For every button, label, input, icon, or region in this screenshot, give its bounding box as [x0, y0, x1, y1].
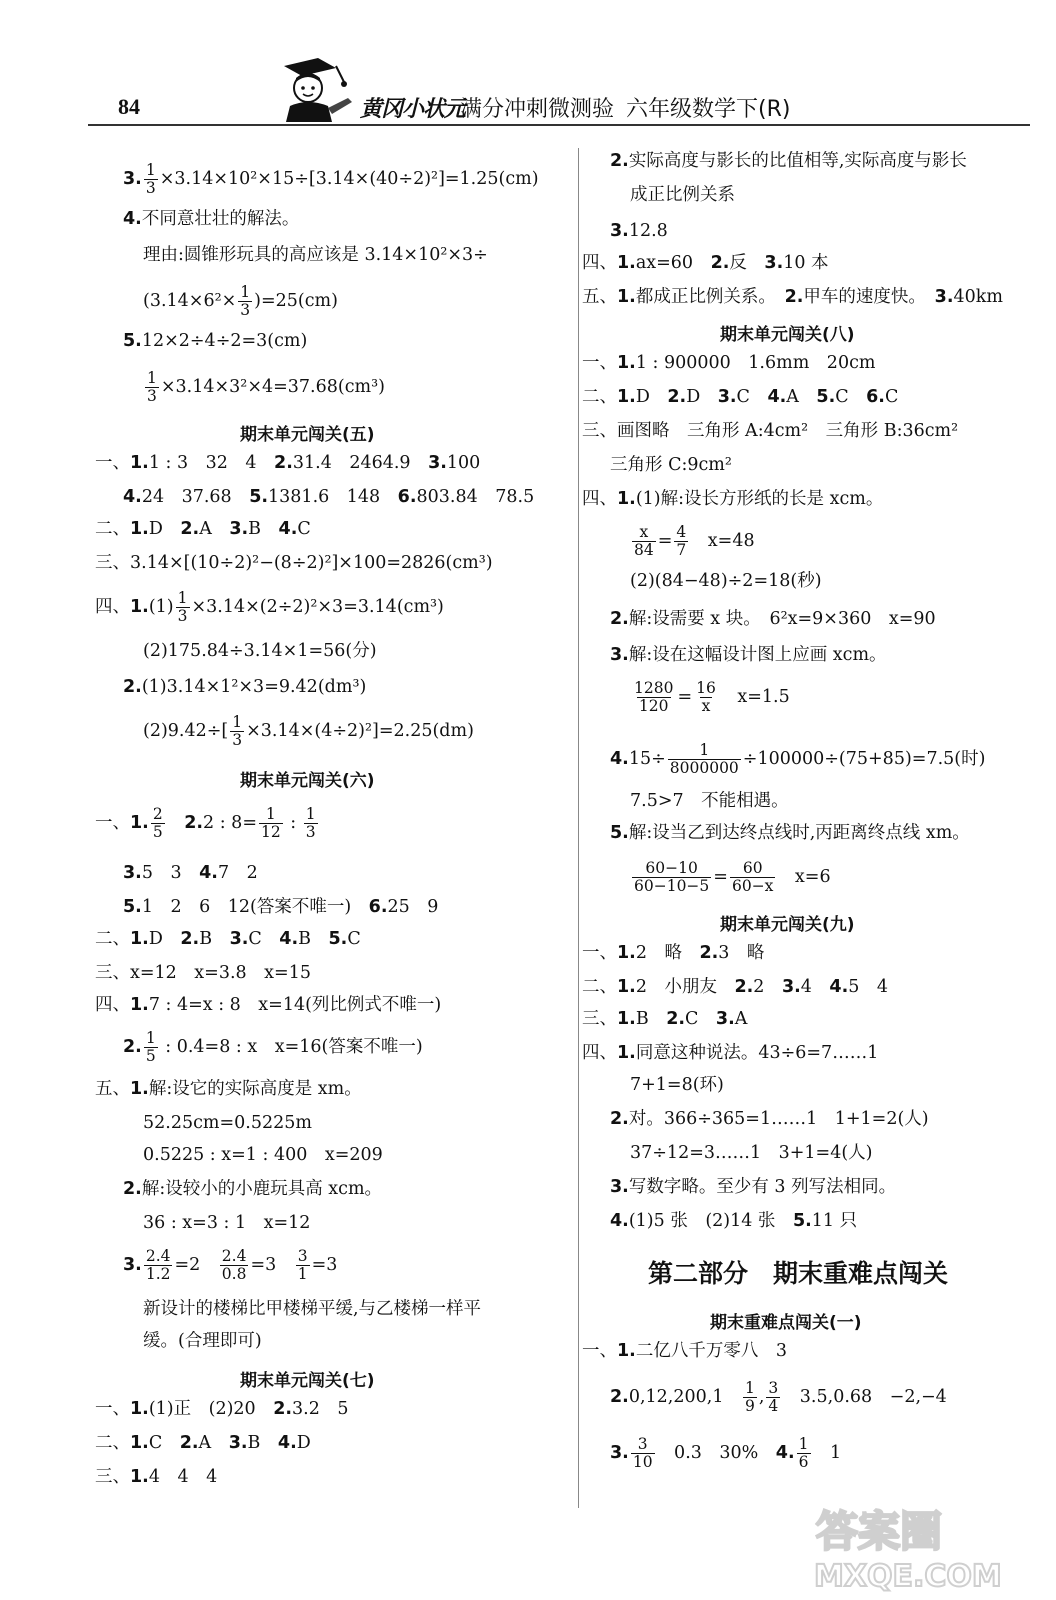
answer-line: 三、x=12 x=3.8 x=15 [95, 963, 311, 983]
answer-line: 四、1.(1) $\frac{1}{3}$ ×3.14×(2÷2)²×3=3.14(cm³) [95, 589, 444, 625]
section-title: 期末单元闯关(八) [720, 325, 855, 345]
fraction: $\frac{3}{4}$ [768, 1379, 779, 1415]
answer-line: 缓。(合理即可) [143, 1331, 262, 1351]
answer-line: 3. $\frac{1}{3}$ ×3.14×10²×15÷[3.14×(40÷2)²]=1.25(cm) [123, 161, 539, 197]
fraction: $\frac{2.4}{0.8}$ [221, 1247, 247, 1283]
part-title: 第二部分 期末重难点闯关 [648, 1259, 949, 1288]
answer-line: (2)(84−48)÷2=18(秒) [630, 571, 822, 591]
answer-line: 四、1.ax=60 2.反 3.10 本 [582, 253, 829, 273]
fraction: $\frac{60}{60-x}$ [731, 859, 774, 895]
answer-line: 一、1.(1)正 (2)20 2.3.2 5 [95, 1399, 349, 1419]
answer-line: 三、画图略 三角形 A:4cm² 三角形 B:36cm² [582, 421, 959, 441]
answer-line: 7+1=8(环) [630, 1075, 724, 1095]
section-title: 期末重难点闯关(一) [710, 1313, 862, 1333]
answer-line: 37÷12=3……1 3+1=4(人) [630, 1143, 873, 1163]
fraction: $\frac{60-10}{60-10-5}$ [634, 859, 710, 895]
answer-line: $\frac{x}{84}$ = $\frac{4}{7}$ x=48 [634, 523, 755, 559]
answer-line: 5.解:设当乙到达终点线时,丙距离终点线 xm。 [610, 823, 970, 843]
answer-line: 0.5225 : x=1 : 400 x=209 [143, 1145, 383, 1165]
brand-logo-text: 黄冈小状元 [360, 97, 466, 122]
answer-line: 3.解:设在这幅设计图上应画 xcm。 [610, 645, 887, 665]
answer-line: (3.14×6²× $\frac{1}{3}$ )=25(cm) [143, 283, 338, 319]
fraction: $\frac{1}{3}$ [147, 369, 157, 405]
fraction: $\frac{1280}{120}$ [634, 679, 674, 715]
fraction: $\frac{4}{7}$ [676, 523, 687, 559]
answer-line: 4.不同意壮壮的解法。 [123, 209, 300, 229]
fraction: $\frac{1}{8000000}$ [669, 741, 739, 777]
section-title: 期末单元闯关(六) [240, 771, 375, 791]
answer-line: 2.解:设较小的小鹿玩具高 xcm。 [123, 1179, 383, 1199]
watermark-text: 答案圈 [816, 1507, 943, 1556]
answer-line: 五、1.解:设它的实际高度是 xm。 [95, 1079, 362, 1099]
answer-line: 2. $\frac{1}{5}$ : 0.4=8 : x x=16(答案不唯一) [123, 1029, 423, 1065]
answer-line: 3. $\frac{3}{10}$ 0.3 30% 4. $\frac{1}{6}$ 1 [610, 1435, 842, 1471]
answer-line: 36 : x=3 : 1 x=12 [143, 1213, 311, 1233]
fraction: $\frac{1}{6}$ [798, 1435, 809, 1471]
answer-line: 5.12×2÷4÷2=3(cm) [123, 331, 308, 351]
answer-line: 一、1.2 略 2.3 略 [582, 943, 765, 963]
answer-line: 三、1.4 4 4 [95, 1467, 218, 1487]
answer-line: 四、1.(1)解:设长方形纸的长是 xcm。 [582, 489, 884, 509]
fraction: $\frac{1}{3}$ [232, 713, 243, 749]
fraction: $\frac{3}{1}$ [297, 1247, 308, 1283]
scholar-mascot-icon [266, 52, 358, 124]
watermark-logo [808, 1500, 1040, 1592]
fraction: $\frac{2}{5}$ [152, 805, 163, 841]
answer-line: 新设计的楼梯比甲楼梯平缓,与乙楼梯一样平 [143, 1299, 482, 1319]
answer-line: 4.(1)5 张 (2)14 张 5.11 只 [610, 1211, 858, 1231]
page-number: 84 [118, 94, 140, 119]
answer-line: 二、1.D 2.D 3.C 4.A 5.C 6.C [582, 387, 899, 407]
answer-line: (2)175.84÷3.14×1=56(分) [143, 641, 377, 661]
subject-title: 六年级数学下(R) [626, 97, 791, 122]
fraction: $\frac{3}{10}$ [632, 1435, 653, 1471]
answer-line: 2.(1)3.14×1²×3=9.42(dm³) [123, 677, 367, 697]
fraction: $\frac{1}{9}$ [744, 1379, 755, 1415]
answer-line: 一、1.1 : 3 32 4 2.31.4 2464.9 3.100 [95, 453, 481, 473]
section-title: 期末单元闯关(七) [240, 1371, 375, 1391]
answer-line: 二、1.C 2.A 3.B 4.D [95, 1433, 311, 1453]
answer-line: 52.25cm=0.5225m [143, 1113, 312, 1133]
answer-line: $\frac{1280}{120}$ = $\frac{16}{x}$ x=1.5 [634, 679, 790, 715]
answer-line: 3. $\frac{2.4}{1.2}$ =2 $\frac{2.4}{0.8}$ =3 $\frac{3}{1}$ =3 [123, 1247, 338, 1283]
answer-line: 三、3.14×[(10÷2)²−(8÷2)²]×100=2826(cm³) [95, 553, 493, 573]
answer-line: $\frac{60-10}{60-10-5}$ = $\frac{60}{60-x}$ x=6 [634, 859, 831, 895]
answer-line: (2)9.42÷[ $\frac{1}{3}$ ×3.14×(4÷2)²]=2.25(dm) [143, 713, 474, 749]
answer-line: 5.1 2 6 12(答案不唯一) 6.25 9 [123, 897, 439, 917]
answer-line: 4.15÷ $\frac{1}{8000000}$ ÷100000÷(75+85)=7.5(时) [610, 741, 986, 777]
answer-line: 2.对。366÷365=1……1 1+1=2(人) [610, 1109, 929, 1129]
fraction: $\frac{1}{12}$ [260, 805, 281, 841]
fraction: $\frac{16}{x}$ [696, 679, 716, 715]
page-header [88, 48, 1030, 128]
answer-line: 4.24 37.68 5.1381.6 148 6.803.84 78.5 [123, 487, 535, 507]
answer-line: 二、1.D 2.B 3.C 4.B 5.C [95, 929, 361, 949]
answer-line: 五、1.都成正比例关系。 2.甲车的速度快。 3.40km [582, 287, 1003, 307]
answer-line: 一、1.二亿八千万零八 3 [582, 1341, 787, 1361]
fraction: $\frac{1}{3}$ [177, 589, 188, 625]
answer-line: 3.12.8 [610, 221, 668, 241]
answer-line: 二、1.D 2.A 3.B 4.C [95, 519, 311, 539]
answer-line: 二、1.2 小朋友 2.2 3.4 4.5 4 [582, 977, 889, 997]
answer-line: 2.解:设需要 x 块。 6²x=9×360 x=90 [610, 609, 936, 629]
answer-line: 一、1. $\frac{2}{5}$ 2.2 : 8= $\frac{1}{12}$ : $\frac{1}{3}$ [95, 805, 316, 841]
answer-line: 成正比例关系 [630, 185, 735, 205]
answer-line: 三角形 C:9cm² [610, 455, 732, 475]
column-divider [578, 148, 579, 1508]
series-title: 满分冲刺微测验 [460, 97, 615, 122]
fraction: $\frac{1}{3}$ [145, 161, 156, 197]
answer-line: $\frac{1}{3}$ ×3.14×3²×4=37.68(cm³) [147, 369, 385, 405]
fraction: $\frac{2.4}{1.2}$ [145, 1247, 171, 1283]
watermark-url: MXQE.COM [814, 1559, 1002, 1592]
fraction: $\frac{1}{3}$ [240, 283, 251, 319]
answer-line: 四、1.同意这种说法。43÷6=7……1 [582, 1043, 879, 1063]
answer-line: 一、1.1 : 900000 1.6mm 20cm [582, 353, 876, 373]
answer-line: 四、1.7 : 4=x : 8 x=14(列比例式不唯一) [95, 995, 442, 1015]
answer-line: 3.5 3 4.7 2 [123, 863, 258, 883]
answer-line: 2.实际高度与影长的比值相等,实际高度与影长 [610, 151, 967, 171]
answer-line: 三、1.B 2.C 3.A [582, 1009, 748, 1029]
section-title: 期末单元闯关(五) [240, 425, 375, 445]
answer-line: 3.写数字略。至少有 3 列写法相同。 [610, 1177, 897, 1197]
answer-line: 7.5>7 不能相遇。 [630, 791, 789, 811]
fraction: $\frac{1}{5}$ [145, 1029, 156, 1065]
answer-line: 2.0,12,200,1 $\frac{1}{9}$ , $\frac{3}{4}$ 3.5,0.68 −2,−4 [610, 1379, 947, 1415]
header-rule [88, 124, 1030, 126]
answer-line: 理由:圆锥形玩具的高应该是 3.14×10²×3÷ [143, 245, 488, 265]
section-title: 期末单元闯关(九) [720, 915, 855, 935]
fraction: $\frac{1}{3}$ [305, 805, 316, 841]
fraction: $\frac{x}{84}$ [634, 523, 654, 559]
